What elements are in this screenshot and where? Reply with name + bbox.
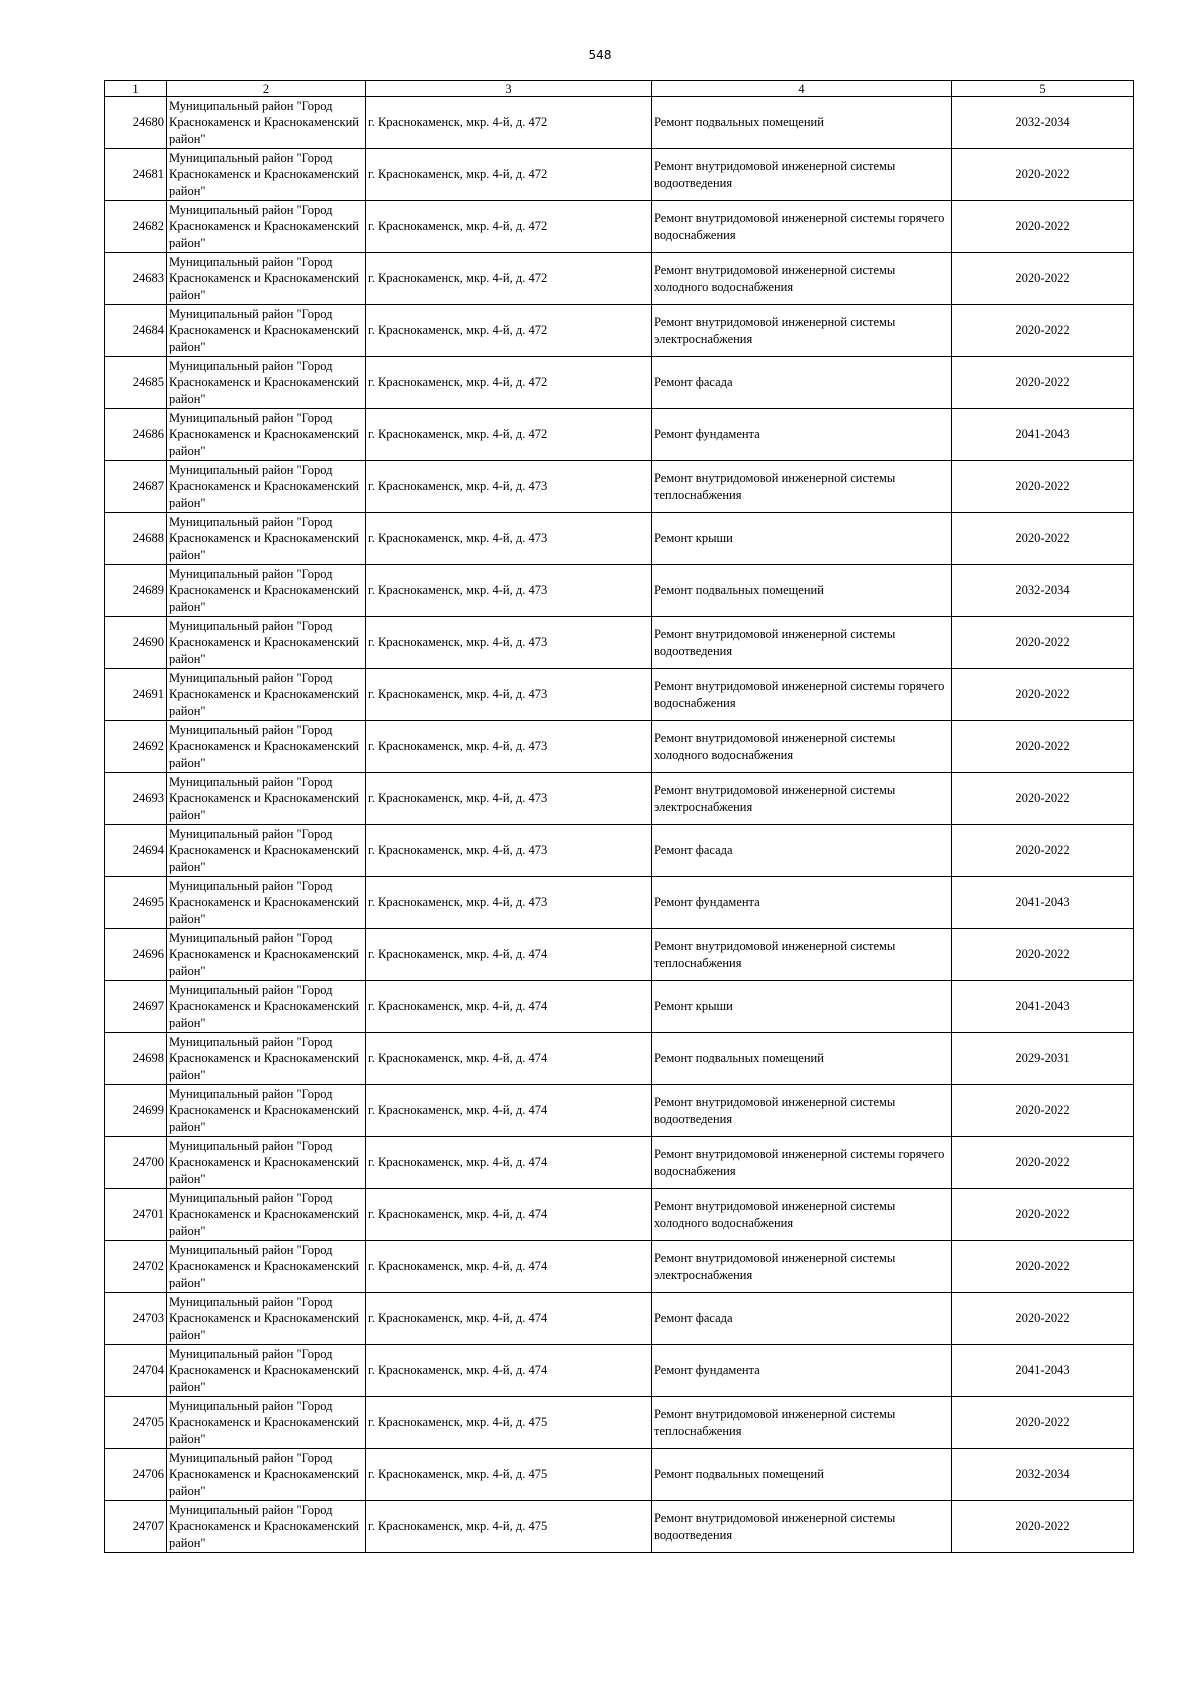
address-cell: г. Краснокаменск, мкр. 4-й, д. 474 — [366, 1345, 652, 1397]
work-type-cell: Ремонт внутридомовой инженерной системы электроснабжения — [652, 773, 952, 825]
work-type-cell: Ремонт внутридомовой инженерной системы горячего водоснабжения — [652, 669, 952, 721]
table-row — [105, 721, 1134, 773]
row-number-cell: 24699 — [105, 1085, 167, 1137]
table-row — [105, 617, 1134, 669]
period-cell: 2032-2034 — [952, 97, 1134, 149]
work-type-cell: Ремонт внутридомовой инженерной системы водоотведения — [652, 617, 952, 669]
row-number-cell: 24689 — [105, 565, 167, 617]
period-cell: 2020-2022 — [952, 1397, 1134, 1449]
period-cell: 2020-2022 — [952, 617, 1134, 669]
period-cell: 2020-2022 — [952, 1137, 1134, 1189]
municipality-cell: Муниципальный район "Город Краснокаменск и Краснокаменский район" — [167, 1345, 366, 1397]
row-number-cell: 24686 — [105, 409, 167, 461]
row-number-cell: 24701 — [105, 1189, 167, 1241]
column-header-3: 3 — [366, 81, 652, 97]
row-number-cell: 24702 — [105, 1241, 167, 1293]
municipality-cell: Муниципальный район "Город Краснокаменск и Краснокаменский район" — [167, 305, 366, 357]
table-row — [105, 981, 1134, 1033]
period-cell: 2020-2022 — [952, 513, 1134, 565]
period-cell: 2041-2043 — [952, 877, 1134, 929]
address-cell: г. Краснокаменск, мкр. 4-й, д. 472 — [366, 97, 652, 149]
municipality-cell: Муниципальный район "Город Краснокаменск и Краснокаменский район" — [167, 669, 366, 721]
row-number-cell: 24695 — [105, 877, 167, 929]
table-row — [105, 1501, 1134, 1553]
municipality-cell: Муниципальный район "Город Краснокаменск и Краснокаменский район" — [167, 1085, 366, 1137]
address-cell: г. Краснокаменск, мкр. 4-й, д. 474 — [366, 981, 652, 1033]
municipality-cell: Муниципальный район "Город Краснокаменск и Краснокаменский район" — [167, 1189, 366, 1241]
period-cell: 2020-2022 — [952, 773, 1134, 825]
table-row — [105, 877, 1134, 929]
address-cell: г. Краснокаменск, мкр. 4-й, д. 472 — [366, 149, 652, 201]
table-row — [105, 201, 1134, 253]
address-cell: г. Краснокаменск, мкр. 4-й, д. 475 — [366, 1501, 652, 1553]
table-row — [105, 825, 1134, 877]
row-number-cell: 24684 — [105, 305, 167, 357]
table-row — [105, 1189, 1134, 1241]
municipality-cell: Муниципальный район "Город Краснокаменск и Краснокаменский район" — [167, 409, 366, 461]
address-cell: г. Краснокаменск, мкр. 4-й, д. 472 — [366, 201, 652, 253]
table-row — [105, 1345, 1134, 1397]
row-number-cell: 24690 — [105, 617, 167, 669]
address-cell: г. Краснокаменск, мкр. 4-й, д. 474 — [366, 1085, 652, 1137]
period-cell: 2020-2022 — [952, 1189, 1134, 1241]
municipality-cell: Муниципальный район "Город Краснокаменск и Краснокаменский район" — [167, 97, 366, 149]
address-cell: г. Краснокаменск, мкр. 4-й, д. 473 — [366, 565, 652, 617]
row-number-cell: 24696 — [105, 929, 167, 981]
table-row — [105, 97, 1134, 149]
period-cell: 2041-2043 — [952, 409, 1134, 461]
municipality-cell: Муниципальный район "Город Краснокаменск и Краснокаменский район" — [167, 253, 366, 305]
work-type-cell: Ремонт фасада — [652, 357, 952, 409]
work-type-cell: Ремонт внутридомовой инженерной системы водоотведения — [652, 1501, 952, 1553]
work-type-cell: Ремонт внутридомовой инженерной системы холодного водоснабжения — [652, 721, 952, 773]
address-cell: г. Краснокаменск, мкр. 4-й, д. 473 — [366, 461, 652, 513]
column-header-1: 1 — [105, 81, 167, 97]
work-type-cell: Ремонт внутридомовой инженерной системы водоотведения — [652, 1085, 952, 1137]
period-cell: 2020-2022 — [952, 1501, 1134, 1553]
address-cell: г. Краснокаменск, мкр. 4-й, д. 472 — [366, 357, 652, 409]
work-type-cell: Ремонт крыши — [652, 981, 952, 1033]
work-type-cell: Ремонт подвальных помещений — [652, 1033, 952, 1085]
address-cell: г. Краснокаменск, мкр. 4-й, д. 475 — [366, 1449, 652, 1501]
work-type-cell: Ремонт внутридомовой инженерной системы теплоснабжения — [652, 1397, 952, 1449]
work-type-cell: Ремонт внутридомовой инженерной системы электроснабжения — [652, 305, 952, 357]
period-cell: 2041-2043 — [952, 1345, 1134, 1397]
period-cell: 2032-2034 — [952, 565, 1134, 617]
page-number: 548 — [588, 48, 612, 62]
period-cell: 2020-2022 — [952, 305, 1134, 357]
row-number-cell: 24698 — [105, 1033, 167, 1085]
work-type-cell: Ремонт внутридомовой инженерной системы горячего водоснабжения — [652, 201, 952, 253]
period-cell: 2020-2022 — [952, 149, 1134, 201]
municipality-cell: Муниципальный район "Город Краснокаменск и Краснокаменский район" — [167, 149, 366, 201]
municipality-cell: Муниципальный район "Город Краснокаменск и Краснокаменский район" — [167, 981, 366, 1033]
row-number-cell: 24682 — [105, 201, 167, 253]
table-row — [105, 513, 1134, 565]
period-cell: 2020-2022 — [952, 825, 1134, 877]
period-cell: 2020-2022 — [952, 721, 1134, 773]
municipality-cell: Муниципальный район "Город Краснокаменск и Краснокаменский район" — [167, 1449, 366, 1501]
table-body — [105, 97, 1134, 1553]
address-cell: г. Краснокаменск, мкр. 4-й, д. 473 — [366, 825, 652, 877]
address-cell: г. Краснокаменск, мкр. 4-й, д. 473 — [366, 513, 652, 565]
address-cell: г. Краснокаменск, мкр. 4-й, д. 473 — [366, 773, 652, 825]
row-number-cell: 24680 — [105, 97, 167, 149]
column-header-row — [105, 81, 1134, 97]
row-number-cell: 24685 — [105, 357, 167, 409]
column-header-2: 2 — [167, 81, 366, 97]
work-type-cell: Ремонт внутридомовой инженерной системы горячего водоснабжения — [652, 1137, 952, 1189]
period-cell: 2020-2022 — [952, 201, 1134, 253]
municipality-cell: Муниципальный район "Город Краснокаменск и Краснокаменский район" — [167, 1501, 366, 1553]
municipality-cell: Муниципальный район "Город Краснокаменск и Краснокаменский район" — [167, 617, 366, 669]
row-number-cell: 24700 — [105, 1137, 167, 1189]
address-cell: г. Краснокаменск, мкр. 4-й, д. 474 — [366, 929, 652, 981]
period-cell: 2020-2022 — [952, 253, 1134, 305]
row-number-cell: 24697 — [105, 981, 167, 1033]
table-row — [105, 357, 1134, 409]
address-cell: г. Краснокаменск, мкр. 4-й, д. 473 — [366, 669, 652, 721]
period-cell: 2020-2022 — [952, 1085, 1134, 1137]
municipality-cell: Муниципальный район "Город Краснокаменск и Краснокаменский район" — [167, 929, 366, 981]
work-type-cell: Ремонт фасада — [652, 825, 952, 877]
period-cell: 2020-2022 — [952, 461, 1134, 513]
table-row — [105, 1241, 1134, 1293]
work-type-cell: Ремонт фундамента — [652, 409, 952, 461]
table-row — [105, 149, 1134, 201]
column-header-5: 5 — [952, 81, 1134, 97]
work-type-cell: Ремонт внутридомовой инженерной системы холодного водоснабжения — [652, 253, 952, 305]
address-cell: г. Краснокаменск, мкр. 4-й, д. 474 — [366, 1293, 652, 1345]
work-type-cell: Ремонт фундамента — [652, 877, 952, 929]
table-row — [105, 1293, 1134, 1345]
table-row — [105, 773, 1134, 825]
municipality-cell: Муниципальный район "Город Краснокаменск и Краснокаменский район" — [167, 825, 366, 877]
row-number-cell: 24694 — [105, 825, 167, 877]
table-row — [105, 1033, 1134, 1085]
municipality-cell: Муниципальный район "Город Краснокаменск и Краснокаменский район" — [167, 201, 366, 253]
row-number-cell: 24683 — [105, 253, 167, 305]
work-type-cell: Ремонт внутридомовой инженерной системы теплоснабжения — [652, 461, 952, 513]
address-cell: г. Краснокаменск, мкр. 4-й, д. 472 — [366, 409, 652, 461]
row-number-cell: 24707 — [105, 1501, 167, 1553]
row-number-cell: 24705 — [105, 1397, 167, 1449]
period-cell: 2020-2022 — [952, 357, 1134, 409]
work-type-cell: Ремонт внутридомовой инженерной системы электроснабжения — [652, 1241, 952, 1293]
row-number-cell: 24691 — [105, 669, 167, 721]
table-row — [105, 929, 1134, 981]
municipality-cell: Муниципальный район "Город Краснокаменск и Краснокаменский район" — [167, 773, 366, 825]
period-cell: 2020-2022 — [952, 669, 1134, 721]
municipality-cell: Муниципальный район "Город Краснокаменск и Краснокаменский район" — [167, 877, 366, 929]
row-number-cell: 24703 — [105, 1293, 167, 1345]
period-cell: 2032-2034 — [952, 1449, 1134, 1501]
row-number-cell: 24687 — [105, 461, 167, 513]
period-cell: 2020-2022 — [952, 929, 1134, 981]
work-type-cell: Ремонт внутридомовой инженерной системы теплоснабжения — [652, 929, 952, 981]
period-cell: 2020-2022 — [952, 1241, 1134, 1293]
table-row — [105, 461, 1134, 513]
municipality-cell: Муниципальный район "Город Краснокаменск и Краснокаменский район" — [167, 1293, 366, 1345]
municipality-cell: Муниципальный район "Город Краснокаменск и Краснокаменский район" — [167, 1397, 366, 1449]
work-type-cell: Ремонт подвальных помещений — [652, 97, 952, 149]
repair-schedule-table — [104, 80, 1134, 1553]
address-cell: г. Краснокаменск, мкр. 4-й, д. 474 — [366, 1189, 652, 1241]
address-cell: г. Краснокаменск, мкр. 4-й, д. 473 — [366, 617, 652, 669]
address-cell: г. Краснокаменск, мкр. 4-й, д. 472 — [366, 253, 652, 305]
table-row — [105, 1449, 1134, 1501]
table-row — [105, 1085, 1134, 1137]
table-row — [105, 409, 1134, 461]
work-type-cell: Ремонт подвальных помещений — [652, 565, 952, 617]
work-type-cell: Ремонт внутридомовой инженерной системы водоотведения — [652, 149, 952, 201]
table-row — [105, 1397, 1134, 1449]
work-type-cell: Ремонт фасада — [652, 1293, 952, 1345]
table-row — [105, 1137, 1134, 1189]
municipality-cell: Муниципальный район "Город Краснокаменск и Краснокаменский район" — [167, 721, 366, 773]
row-number-cell: 24706 — [105, 1449, 167, 1501]
municipality-cell: Муниципальный район "Город Краснокаменск и Краснокаменский район" — [167, 1137, 366, 1189]
work-type-cell: Ремонт фундамента — [652, 1345, 952, 1397]
municipality-cell: Муниципальный район "Город Краснокаменск и Краснокаменский район" — [167, 1241, 366, 1293]
work-type-cell: Ремонт крыши — [652, 513, 952, 565]
table-row — [105, 305, 1134, 357]
work-type-cell: Ремонт внутридомовой инженерной системы холодного водоснабжения — [652, 1189, 952, 1241]
address-cell: г. Краснокаменск, мкр. 4-й, д. 474 — [366, 1137, 652, 1189]
address-cell: г. Краснокаменск, мкр. 4-й, д. 474 — [366, 1033, 652, 1085]
municipality-cell: Муниципальный район "Город Краснокаменск и Краснокаменский район" — [167, 357, 366, 409]
address-cell: г. Краснокаменск, мкр. 4-й, д. 474 — [366, 1241, 652, 1293]
period-cell: 2041-2043 — [952, 981, 1134, 1033]
row-number-cell: 24681 — [105, 149, 167, 201]
address-cell: г. Краснокаменск, мкр. 4-й, д. 475 — [366, 1397, 652, 1449]
period-cell: 2020-2022 — [952, 1293, 1134, 1345]
municipality-cell: Муниципальный район "Город Краснокаменск и Краснокаменский район" — [167, 565, 366, 617]
row-number-cell: 24693 — [105, 773, 167, 825]
municipality-cell: Муниципальный район "Город Краснокаменск и Краснокаменский район" — [167, 461, 366, 513]
table-row — [105, 253, 1134, 305]
row-number-cell: 24688 — [105, 513, 167, 565]
municipality-cell: Муниципальный район "Город Краснокаменск и Краснокаменский район" — [167, 513, 366, 565]
period-cell: 2029-2031 — [952, 1033, 1134, 1085]
municipality-cell: Муниципальный район "Город Краснокаменск и Краснокаменский район" — [167, 1033, 366, 1085]
table-row — [105, 565, 1134, 617]
address-cell: г. Краснокаменск, мкр. 4-й, д. 473 — [366, 877, 652, 929]
table-row — [105, 669, 1134, 721]
work-type-cell: Ремонт подвальных помещений — [652, 1449, 952, 1501]
address-cell: г. Краснокаменск, мкр. 4-й, д. 473 — [366, 721, 652, 773]
column-header-4: 4 — [652, 81, 952, 97]
row-number-cell: 24704 — [105, 1345, 167, 1397]
address-cell: г. Краснокаменск, мкр. 4-й, д. 472 — [366, 305, 652, 357]
row-number-cell: 24692 — [105, 721, 167, 773]
